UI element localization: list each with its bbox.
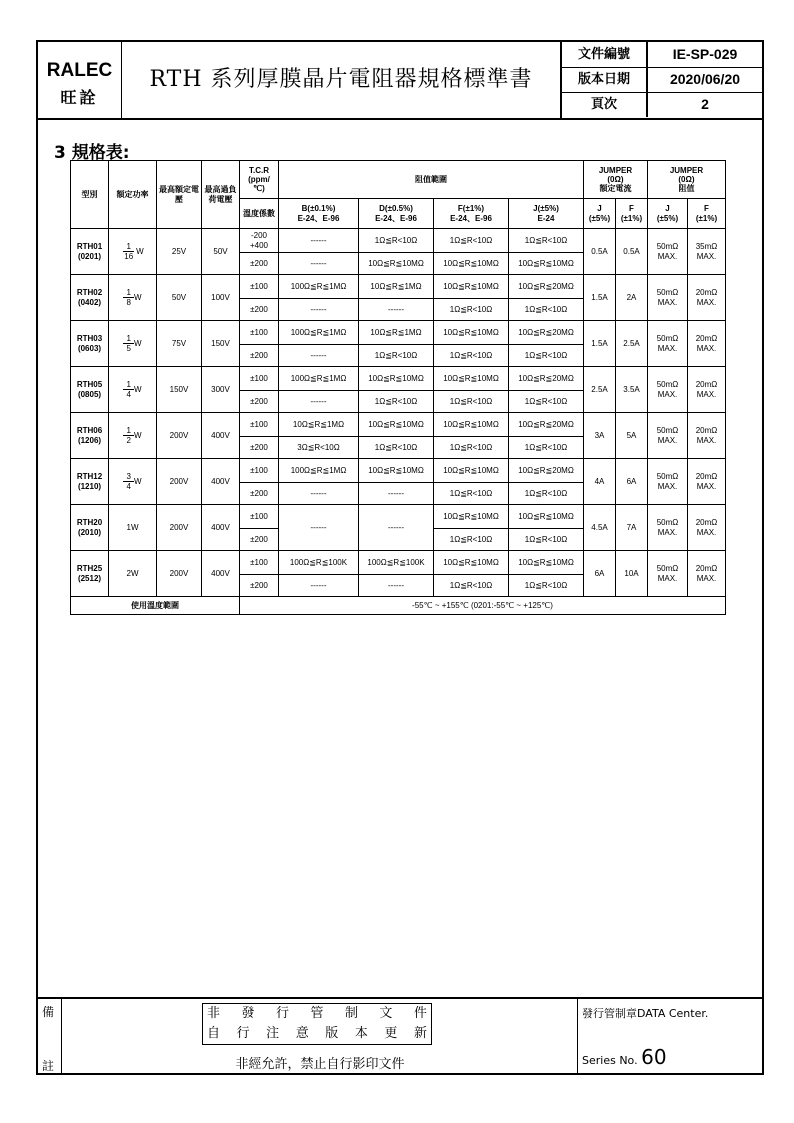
jumper-current-f-cell: 0.5A [616,229,648,275]
power-numerator: 1 [123,380,133,390]
header-model: 型別 [71,161,109,229]
jumper-resistance-j-cell: 50mΩ MAX. [648,229,688,275]
rated-power-cell: 1W [109,505,157,551]
range-f-cell: 10Ω≦R≦10MΩ [434,413,509,437]
stamp-line-2 [203,1024,431,1044]
range-f-cell: 10Ω≦R≦10MΩ [434,551,509,575]
stamp-character: 行 [236,1026,250,1041]
jumper-current-f-cell: 6A [616,459,648,505]
jumper-current-j-cell: 4A [584,459,616,505]
tcr-cell: ±200 [240,483,279,505]
rated-power-cell: 2W [109,551,157,597]
jumper-resistance-j-cell: 50mΩ MAX. [648,505,688,551]
tcr-cell: ±100 [240,413,279,437]
range-f-cell: 1Ω≦R<10Ω [434,391,509,413]
tcr-cell: ±100 [240,505,279,529]
power-numerator: 1 [123,334,133,344]
max-voltage-cell: 200V [157,505,202,551]
document-frame [36,40,764,1075]
range-b-cell: 100Ω≦R≦1MΩ [279,321,359,345]
stamp-character: 更 [384,1026,398,1041]
power-fraction [123,472,141,491]
jumper-resistance-j-cell: 50mΩ MAX. [648,321,688,367]
range-j-cell: 10Ω≦R≦20MΩ [509,275,584,299]
jumper-resistance-j-cell: 50mΩ MAX. [648,551,688,597]
tcr-cell: ±100 [240,551,279,575]
stamp-character: 新 [413,1026,427,1041]
power-denominator: 4 [126,390,131,399]
max-voltage-cell: 25V [157,229,202,275]
power-unit: W [133,476,142,486]
jumper-resistance-f-cell: 35mΩ MAX. [688,229,726,275]
max-voltage-cell: 50V [157,275,202,321]
control-stamp [202,1003,432,1045]
range-d-cell: 1Ω≦R<10Ω [359,229,434,253]
power-fraction [123,334,141,353]
power-unit: W [133,384,142,394]
jumper-current-f-cell: 2A [616,275,648,321]
version-date-value: 2020/06/20 [669,71,741,87]
document-footer [38,997,762,1075]
jumper-current-j-cell: 2.5A [584,367,616,413]
company-name-zh: 旺詮 [60,88,99,107]
range-f-cell: 1Ω≦R<10Ω [434,345,509,367]
document-meta [562,42,762,118]
jumper-resistance-f-cell: 20mΩ MAX. [688,551,726,597]
tcr-cell: ±200 [240,575,279,597]
stamp-character: 注 [266,1026,280,1041]
tcr-cell: ±200 [240,253,279,275]
jumper-resistance-f-cell: 20mΩ MAX. [688,459,726,505]
range-f-cell: 1Ω≦R<10Ω [434,529,509,551]
range-j-cell: 10Ω≦R≦20MΩ [509,321,584,345]
stamp-character: 管 [310,1006,324,1021]
power-unit: W [136,246,144,256]
company-logo [38,42,122,118]
range-d-cell: ------ [359,299,434,321]
stamp-character: 制 [344,1006,358,1021]
range-f-cell: 10Ω≦R≦10MΩ [434,459,509,483]
stamp-character: 件 [413,1006,427,1021]
stamp-character: 版 [325,1026,339,1041]
tcr-cell: ±200 [240,529,279,551]
table-row [71,551,726,575]
range-b-cell: 3Ω≦R<10Ω [279,437,359,459]
power-denominator: 4 [126,482,131,491]
header-tol-f: F(±1%) E-24、E-96 [434,199,509,229]
version-date-label: 版本日期 [562,67,648,92]
range-f-cell: 1Ω≦R<10Ω [434,575,509,597]
spec-table [70,160,726,615]
page-value: 2 [701,96,709,112]
tcr-cell: ±200 [240,437,279,459]
range-j-cell: 1Ω≦R<10Ω [509,299,584,321]
stamp-character: 自 [207,1026,221,1041]
range-f-cell: 10Ω≦R≦10MΩ [434,253,509,275]
range-b-cell: ------ [279,229,359,253]
document-header [38,42,762,120]
range-j-cell: 1Ω≦R<10Ω [509,529,584,551]
range-f-cell: 10Ω≦R≦10MΩ [434,367,509,391]
range-b-cell: ------ [279,483,359,505]
max-voltage-cell: 75V [157,321,202,367]
doc-number-label: 文件編號 [562,42,648,67]
range-j-cell: 10Ω≦R≦10MΩ [509,505,584,529]
power-denominator: 5 [126,344,131,353]
page-label: 頁次 [562,92,648,117]
jumper-current-j-cell: 1.5A [584,275,616,321]
power-numerator: 1 [123,426,133,436]
header-tcr: T.C.R (ppm/ ℃) [240,161,279,199]
power-numerator: 3 [123,472,133,482]
range-j-cell: 1Ω≦R<10Ω [509,391,584,413]
table-row [71,367,726,391]
range-b-cell: ------ [279,253,359,275]
remark-column [38,999,62,1075]
table-row [71,413,726,437]
range-d-cell: ------ [359,483,434,505]
range-d-cell: ------ [359,505,434,551]
power-numerator: 1 [123,242,133,252]
jumper-resistance-j-cell: 50mΩ MAX. [648,413,688,459]
max-overload-cell: 400V [202,459,240,505]
range-f-cell: 1Ω≦R<10Ω [434,229,509,253]
range-d-cell: 10Ω≦R≦1MΩ [359,275,434,299]
power-fraction [123,380,141,399]
rated-power-cell [109,275,157,321]
range-f-cell: 10Ω≦R≦10MΩ [434,321,509,345]
rated-power-cell [109,229,157,275]
stamp-character: 發 [241,1006,255,1021]
remark-label-bottom: 註 [42,1059,55,1073]
range-j-cell: 10Ω≦R≦20MΩ [509,459,584,483]
max-overload-cell: 400V [202,413,240,459]
range-d-cell: 1Ω≦R<10Ω [359,437,434,459]
jumper-current-j-cell: 4.5A [584,505,616,551]
series-label: Series No. [582,1054,638,1067]
model-cell: RTH02 (0402) [71,275,109,321]
range-j-cell: 10Ω≦R≦20MΩ [509,367,584,391]
model-cell: RTH20 (2010) [71,505,109,551]
table-row [71,505,726,529]
power-denominator: 16 [124,252,134,261]
max-overload-cell: 50V [202,229,240,275]
jumper-resistance-f-cell: 20mΩ MAX. [688,367,726,413]
tcr-cell: ±200 [240,299,279,321]
range-j-cell: 1Ω≦R<10Ω [509,229,584,253]
temp-range-label: 使用溫度範圍 [71,597,240,615]
max-voltage-cell: 200V [157,551,202,597]
model-cell: RTH06 (1206) [71,413,109,459]
power-fraction [123,426,141,445]
section-title: 3 規格表: [54,143,130,163]
range-b-cell: 100Ω≦R≦1MΩ [279,275,359,299]
jumper-current-f-cell: 3.5A [616,367,648,413]
header-tcr-coefficient: 溫度係數 [240,199,279,229]
table-row [71,459,726,483]
range-b-cell: ------ [279,505,359,551]
range-d-cell: 100Ω≦R≦100K [359,551,434,575]
series-value: 60 [641,1045,667,1069]
rated-power-cell [109,459,157,505]
range-b-cell: 100Ω≦R≦1MΩ [279,367,359,391]
jumper-resistance-j-cell: 50mΩ MAX. [648,459,688,505]
rated-power-cell [109,413,157,459]
tcr-cell: ±100 [240,459,279,483]
header-tol-j: J(±5%) E-24 [509,199,584,229]
doc-number-value: IE-SP-029 [672,46,738,62]
jumper-current-f-cell: 7A [616,505,648,551]
range-b-cell: ------ [279,299,359,321]
range-f-cell: 10Ω≦R≦10MΩ [434,275,509,299]
header-rated-power: 額定功率 [109,161,157,229]
power-fraction [123,288,141,307]
max-voltage-cell: 150V [157,367,202,413]
tcr-cell: ±200 [240,345,279,367]
range-b-cell: 100Ω≦R≦1MΩ [279,459,359,483]
power-unit: W [133,338,142,348]
header-jr-j: J (±5%) [648,199,688,229]
header-tol-b: B(±0.1%) E-24、E-96 [279,199,359,229]
range-b-cell: 100Ω≦R≦100K [279,551,359,575]
tcr-cell: ±100 [240,367,279,391]
table-row [71,229,726,253]
header-jumper-current: JUMPER (0Ω) 額定電流 [584,161,648,199]
jumper-resistance-f-cell: 20mΩ MAX. [688,321,726,367]
range-d-cell: 10Ω≦R≦10MΩ [359,413,434,437]
header-max-voltage: 最高額定電壓 [157,161,202,229]
remark-area [62,999,578,1075]
stamp-character: 本 [354,1026,368,1041]
range-j-cell: 10Ω≦R≦10MΩ [509,253,584,275]
power-numerator: 1 [123,288,133,298]
stamp-line-1 [203,1004,431,1024]
tcr-cell: ±100 [240,275,279,299]
document-title: RTH 系列厚膜晶片電阻器規格標準書 [122,42,562,118]
issue-area [578,999,762,1075]
range-j-cell: 1Ω≦R<10Ω [509,575,584,597]
page-row [562,92,762,117]
rated-power-cell [109,367,157,413]
jumper-current-j-cell: 0.5A [584,229,616,275]
header-resistance-range: 阻值範圍 [279,161,584,199]
range-d-cell: 1Ω≦R<10Ω [359,391,434,413]
power-denominator: 8 [126,298,131,307]
header-jr-f: F (±1%) [688,199,726,229]
jumper-current-j-cell: 3A [584,413,616,459]
jumper-current-j-cell: 6A [584,551,616,597]
header-tol-d: D(±0.5%) E-24、E-96 [359,199,434,229]
jumper-current-f-cell: 10A [616,551,648,597]
range-b-cell: ------ [279,575,359,597]
range-j-cell: 1Ω≦R<10Ω [509,437,584,459]
doc-number-row [562,42,762,68]
jumper-resistance-f-cell: 20mΩ MAX. [688,413,726,459]
company-name-en: RALEC [46,60,113,81]
version-date-row [562,67,762,93]
power-fraction [121,242,143,261]
max-voltage-cell: 200V [157,459,202,505]
stamp-character: 非 [207,1006,221,1021]
copy-notice: 非經允許，禁止自行影印文件 [235,1057,405,1072]
power-unit: W [133,292,142,302]
jumper-resistance-f-cell: 20mΩ MAX. [688,505,726,551]
range-f-cell: 1Ω≦R<10Ω [434,483,509,505]
header-jc-f: F (±1%) [616,199,648,229]
range-j-cell: 1Ω≦R<10Ω [509,345,584,367]
power-denominator: 2 [126,436,131,445]
stamp-character: 文 [379,1006,393,1021]
jumper-resistance-j-cell: 50mΩ MAX. [648,367,688,413]
range-d-cell: 10Ω≦R≦10MΩ [359,459,434,483]
range-d-cell: 10Ω≦R≦10MΩ [359,367,434,391]
table-row [71,321,726,345]
range-j-cell: 10Ω≦R≦10MΩ [509,551,584,575]
jumper-resistance-j-cell: 50mΩ MAX. [648,275,688,321]
range-j-cell: 1Ω≦R<10Ω [509,483,584,505]
model-cell: RTH01 (0201) [71,229,109,275]
model-cell: RTH05 (0805) [71,367,109,413]
model-cell: RTH12 (1210) [71,459,109,505]
tcr-cell: ±100 [240,321,279,345]
tcr-cell: -200 +400 [240,229,279,253]
rated-power-cell [109,321,157,367]
jumper-current-f-cell: 5A [616,413,648,459]
range-d-cell: 10Ω≦R≦10MΩ [359,253,434,275]
stamp-character: 意 [295,1026,309,1041]
issue-stamp-text: 發行管制章DATA Center. [582,1007,709,1020]
jumper-resistance-f-cell: 20mΩ MAX. [688,275,726,321]
remark-label-top: 備 [42,1005,55,1019]
range-d-cell: ------ [359,575,434,597]
model-cell: RTH03 (0603) [71,321,109,367]
max-overload-cell: 400V [202,505,240,551]
table-row [71,275,726,299]
stamp-character: 行 [275,1006,289,1021]
header-jumper-resistance: JUMPER (0Ω) 阻值 [648,161,726,199]
header-jc-j: J (±5%) [584,199,616,229]
tcr-cell: ±200 [240,391,279,413]
jumper-current-f-cell: 2.5A [616,321,648,367]
model-cell: RTH25 (2512) [71,551,109,597]
temp-range-value: -55℃ ~ +155℃ (0201:-55℃ ~ +125℃) [240,597,726,615]
range-b-cell: 10Ω≦R≦1MΩ [279,413,359,437]
range-b-cell: ------ [279,391,359,413]
range-b-cell: ------ [279,345,359,367]
range-d-cell: 1Ω≦R<10Ω [359,345,434,367]
jumper-current-j-cell: 1.5A [584,321,616,367]
range-d-cell: 10Ω≦R≦1MΩ [359,321,434,345]
series-number [582,1045,667,1069]
max-overload-cell: 150V [202,321,240,367]
max-voltage-cell: 200V [157,413,202,459]
max-overload-cell: 300V [202,367,240,413]
header-max-overload: 最高過負荷電壓 [202,161,240,229]
range-f-cell: 10Ω≦R≦10MΩ [434,505,509,529]
max-overload-cell: 400V [202,551,240,597]
max-overload-cell: 100V [202,275,240,321]
range-j-cell: 10Ω≦R≦20MΩ [509,413,584,437]
range-f-cell: 1Ω≦R<10Ω [434,299,509,321]
range-f-cell: 1Ω≦R<10Ω [434,437,509,459]
power-unit: W [133,430,142,440]
